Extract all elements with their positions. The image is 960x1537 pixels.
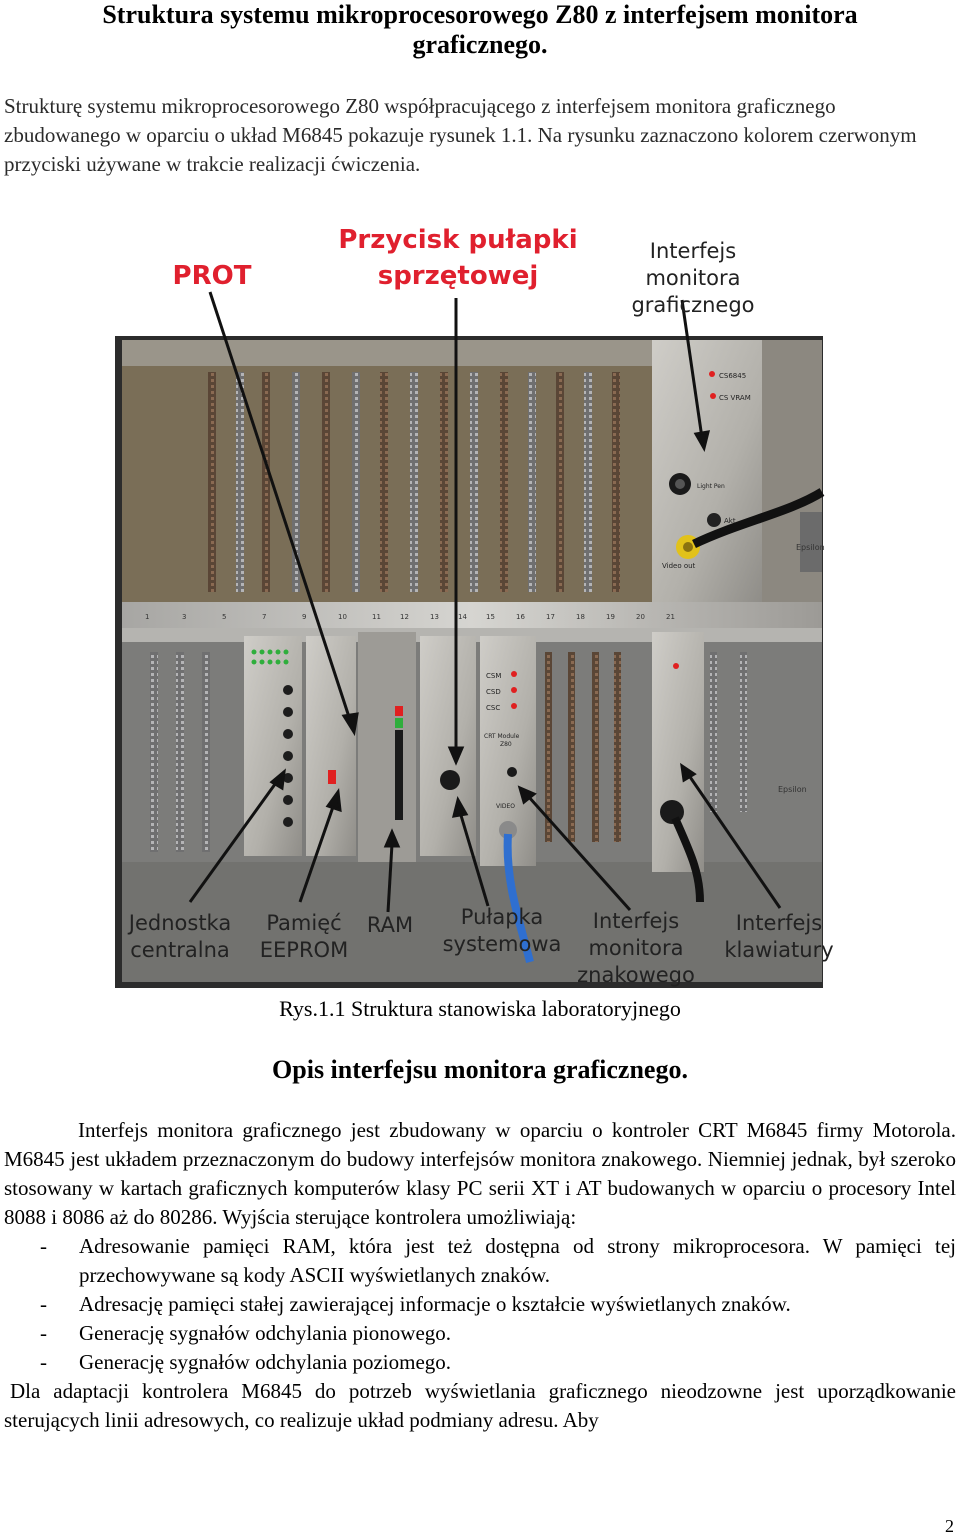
label-akt: Akt bbox=[724, 517, 736, 525]
bullet-dash: - bbox=[40, 1350, 47, 1374]
ram-red-led bbox=[395, 706, 403, 716]
label-csvram: CS VRAM bbox=[719, 394, 751, 402]
label-char-line1: Interfejs bbox=[592, 909, 680, 933]
eeprom-red-button bbox=[328, 770, 336, 784]
label-graphic-interface bbox=[600, 238, 786, 319]
bullet-dash: - bbox=[40, 1292, 47, 1316]
cpu-plate bbox=[244, 636, 302, 856]
slot-number: 5 bbox=[222, 613, 227, 621]
keyboard-led bbox=[673, 663, 679, 669]
akt-button bbox=[707, 513, 721, 527]
label-csm: CSM bbox=[486, 672, 502, 680]
body-paragraph-2: Dla adaptacji kontrolera M6845 do potrzeb wyświetlania graficznego nieodzowne jest uporządkowanie sterujących linii adresowych, co realizuje układ podmiany adresu. Aby bbox=[4, 1379, 956, 1432]
hw-trap-plate bbox=[420, 636, 476, 856]
label-prot: PROT bbox=[172, 261, 252, 291]
led-csd bbox=[511, 687, 517, 693]
slot-number: 14 bbox=[458, 613, 467, 621]
slot-number: 12 bbox=[400, 613, 409, 621]
label-system-trap-line2: systemowa bbox=[442, 932, 562, 956]
label-char-interface bbox=[572, 908, 700, 989]
slot-number: 11 bbox=[372, 613, 381, 621]
section-body bbox=[4, 1116, 956, 1435]
label-crt-line1: CRT Module bbox=[484, 733, 520, 740]
slot-number: 3 bbox=[182, 613, 187, 621]
label-keyboard-interface bbox=[722, 910, 836, 964]
label-ram: RAM bbox=[366, 913, 414, 937]
bullet-text: Generację sygnałów odchylania poziomego. bbox=[79, 1350, 452, 1374]
bullet-dash: - bbox=[40, 1321, 47, 1345]
slot-number: 20 bbox=[636, 613, 645, 621]
slot-number: 13 bbox=[430, 613, 439, 621]
label-cpu bbox=[124, 910, 236, 964]
label-brand-upper: Epsilon bbox=[796, 543, 825, 552]
label-eeprom-line1: Pamięć bbox=[266, 911, 342, 935]
slot-number: 21 bbox=[666, 613, 675, 621]
label-eeprom bbox=[248, 910, 360, 964]
title-line-2: graficznego. bbox=[412, 30, 548, 59]
bullet-item bbox=[4, 1290, 956, 1319]
page-number: 2 bbox=[945, 1516, 954, 1536]
led-csm bbox=[511, 671, 517, 677]
rack-photo bbox=[0, 222, 960, 992]
label-eeprom-line2: EEPROM bbox=[259, 938, 349, 962]
slot-number: 17 bbox=[546, 613, 555, 621]
section-heading: Opis interfejsu monitora graficznego. bbox=[272, 1055, 688, 1084]
slot-number: 15 bbox=[486, 613, 495, 621]
label-crt-line2: Z80 bbox=[500, 741, 512, 748]
slot-number: 16 bbox=[516, 613, 525, 621]
led-cs6845 bbox=[709, 371, 715, 377]
title-line-1: Struktura systemu mikroprocesorowego Z80 z interfejsem monitora bbox=[102, 0, 858, 29]
bullet-dash: - bbox=[40, 1234, 47, 1258]
bullet-text: Adresację pamięci stałej zawierającej informacje o kształcie wyświetlanych znaków. bbox=[79, 1292, 791, 1316]
slot-number: 1 bbox=[145, 613, 150, 621]
slot-number: 19 bbox=[606, 613, 615, 621]
bullet-text: Generację sygnałów odchylania pionowego. bbox=[79, 1321, 452, 1345]
slot-number: 9 bbox=[302, 613, 307, 621]
label-hw-trap-button bbox=[330, 226, 586, 290]
figure-caption: Rys.1.1 Struktura stanowiska laboratoryjnego bbox=[279, 996, 681, 1021]
label-cpu-line2: centralna bbox=[130, 938, 230, 962]
bullet-text: Adresowanie pamięci RAM, która jest też dostępna od strony mikroprocesora. W pamięci tej przechowywane są kody ASCII wyświetlanych znaków. bbox=[79, 1234, 956, 1287]
label-graphic-line2: graficznego bbox=[631, 293, 755, 317]
label-keyboard-line2: klawiatury bbox=[724, 938, 834, 962]
label-hw-trap-line2: sprzętowej bbox=[377, 261, 539, 291]
ram-green-led bbox=[395, 718, 403, 728]
slot-number: 10 bbox=[338, 613, 347, 621]
label-video-out: Video out bbox=[662, 562, 696, 570]
document-title bbox=[0, 0, 960, 60]
ram-plate bbox=[358, 632, 416, 862]
label-graphic-line1: Interfejs monitora bbox=[645, 239, 741, 290]
label-csd: CSD bbox=[486, 688, 501, 696]
upper-card-slots bbox=[208, 372, 620, 592]
bullet-item bbox=[4, 1319, 956, 1348]
led-csvram bbox=[710, 393, 716, 399]
label-char-line2: monitora bbox=[588, 936, 684, 960]
crt-reset-button bbox=[507, 767, 517, 777]
label-keyboard-line1: Interfejs bbox=[735, 911, 823, 935]
hw-trap-button bbox=[440, 770, 460, 790]
label-cpu-line1: Jednostka bbox=[128, 911, 232, 935]
eeprom-plate bbox=[306, 636, 356, 856]
label-system-trap bbox=[440, 904, 564, 958]
body-paragraph-1: Interfejs monitora graficznego jest zbudowany w oparciu o kontroler CRT M6845 firmy Motorola. M6845 jest układem przeznaczonym do budowy interfejsów monitora znakowego. Niemniej jednak, był szeroko stosowany w kartach graficznych komputerów klasy PC serii XT i AT budowanych w oparciu o procesory Intel 8088 i 8086 aż do 80286. Wyjścia sterujące kontrolera umożliwiają: bbox=[4, 1118, 956, 1229]
led-csc bbox=[511, 703, 517, 709]
figure-1-1 bbox=[0, 222, 960, 992]
bullet-item bbox=[4, 1232, 956, 1290]
label-cs6845: CS6845 bbox=[719, 372, 747, 380]
slot-number: 18 bbox=[576, 613, 585, 621]
intro-paragraph: Strukturę systemu mikroprocesorowego Z80 współpracującego z interfejsem monitora graficznego zbudowanego w oparciu o układ M6845 pokazuje rysunek 1.1. Na rysunku zaznaczono kolorem czerwonym przyciski używane w trakcie realizacji ćwiczenia. bbox=[4, 94, 917, 176]
label-video: VIDEO bbox=[496, 803, 516, 810]
bullet-item bbox=[4, 1348, 956, 1377]
label-light-pen: Light Pen bbox=[697, 483, 725, 490]
slot-number: 7 bbox=[262, 613, 267, 621]
label-char-line3: znakowego bbox=[577, 963, 695, 987]
label-csc: CSC bbox=[486, 704, 501, 712]
slot-number-rail bbox=[122, 602, 822, 628]
label-system-trap-line1: Pułapka bbox=[460, 905, 544, 929]
label-brand-lower: Epsilon bbox=[778, 785, 807, 794]
label-hw-trap-line1: Przycisk pułapki bbox=[338, 225, 578, 255]
